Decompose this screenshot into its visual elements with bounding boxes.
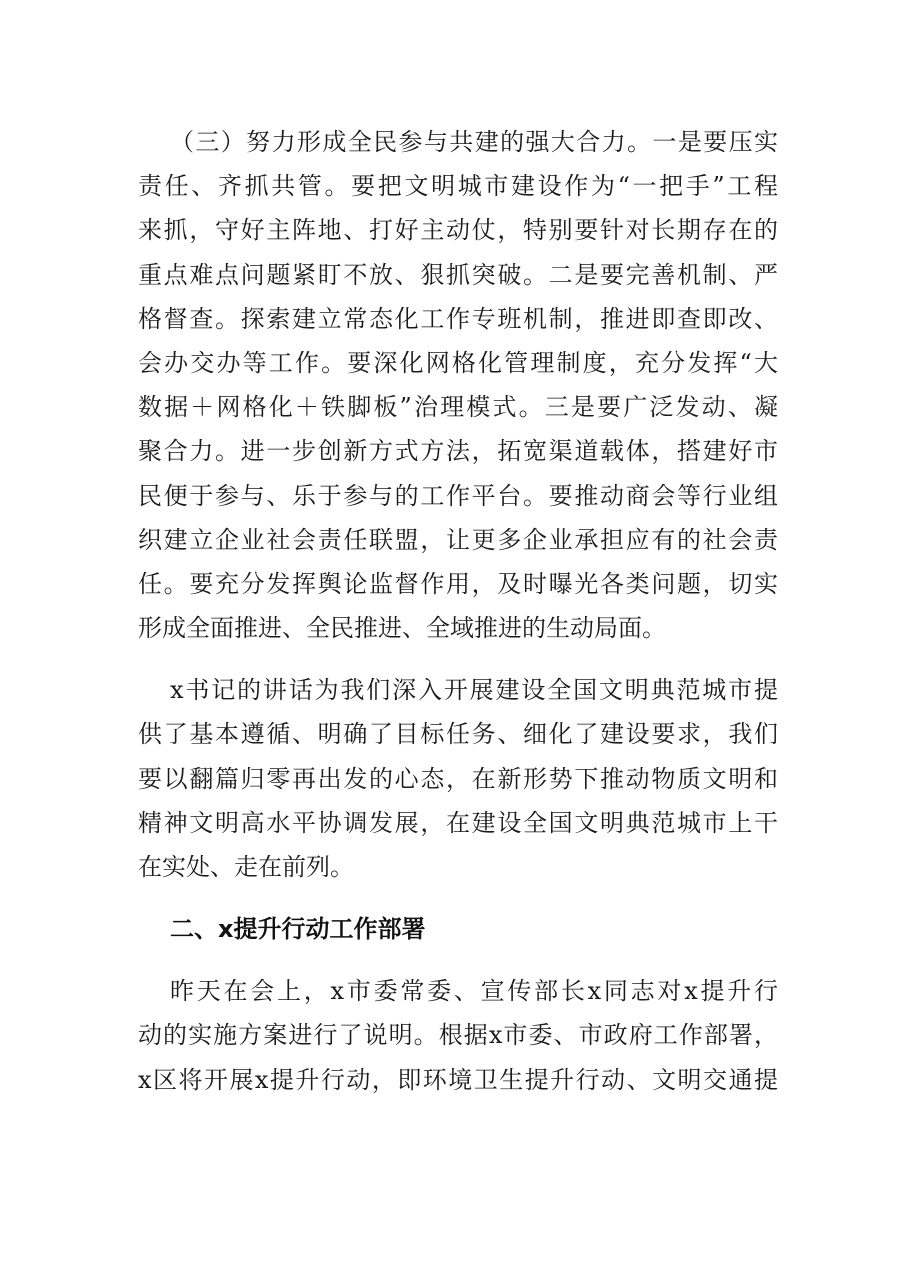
paragraph-line: 昨天在会上，x市委常委、宣传部长x同志对x提升行 xyxy=(170,977,778,1006)
paragraph-line: 要以翻篇归零再出发的心态，在新形势下推动物质文明和 xyxy=(138,764,778,793)
paragraph-line: 精神文明高水平协调发展，在建设全国文明典范城市上干 xyxy=(138,808,778,837)
paragraph-line: x书记的讲话为我们深入开展建设全国文明典范城市提 xyxy=(170,676,778,705)
paragraph-line: 织建立企业社会责任联盟，让更多企业承担应有的社会责 xyxy=(138,525,778,554)
paragraph-line: 责任、齐抓共管。要把文明城市建设作为“一把手”工程 xyxy=(138,172,778,201)
paragraph-line: 格督查。探索建立常态化工作专班机制，推进即查即改、 xyxy=(138,304,778,333)
document-body xyxy=(138,120,778,1102)
paragraph-line: 供了基本遵循、明确了目标任务、细化了建设要求，我们 xyxy=(138,720,778,749)
paragraph-line: 会办交办等工作。要深化网格化管理制度，充分发挥“大 xyxy=(138,348,778,377)
paragraph-secretary-speech xyxy=(138,668,778,889)
paragraph-spacer xyxy=(138,951,778,969)
paragraph-line: 来抓，守好主阵地、打好主动仗，特别要针对长期存在的 xyxy=(138,216,778,245)
paragraph-line: 形成全面推进、全民推进、全域推进的生动局面。 xyxy=(138,614,666,643)
paragraph-line: 任。要充分发挥舆论监督作用，及时曝光各类问题，切实 xyxy=(138,569,778,598)
paragraph-line: x区将开展x提升行动，即环境卫生提升行动、文明交通提 xyxy=(138,1065,778,1094)
paragraph-line: 在实处、走在前列。 xyxy=(138,853,354,881)
paragraph-line: 数据＋网格化＋铁脚板”治理模式。三是要广泛发动、凝 xyxy=(138,393,778,422)
paragraph-spacer xyxy=(138,889,778,907)
paragraph-line: 聚合力。进一步创新方式方法，拓宽渠道载体，搭建好市 xyxy=(138,437,778,466)
paragraph-spacer xyxy=(138,650,778,668)
paragraph-action-deployment xyxy=(138,969,778,1102)
paragraph-joint-effort xyxy=(138,120,778,650)
paragraph-line: 民便于参与、乐于参与的工作平台。要推动商会等行业组 xyxy=(138,481,778,510)
section-heading: 二、x提升行动工作部署 xyxy=(170,915,426,944)
paragraph-line: 重点难点问题紧盯不放、狠抓突破。二是要完善机制、严 xyxy=(138,260,778,289)
paragraph-line: 动的实施方案进行了说明。根据x市委、市政府工作部署， xyxy=(138,1021,778,1050)
paragraph-line: （三）努力形成全民参与共建的强大合力。一是要压实 xyxy=(170,128,778,156)
